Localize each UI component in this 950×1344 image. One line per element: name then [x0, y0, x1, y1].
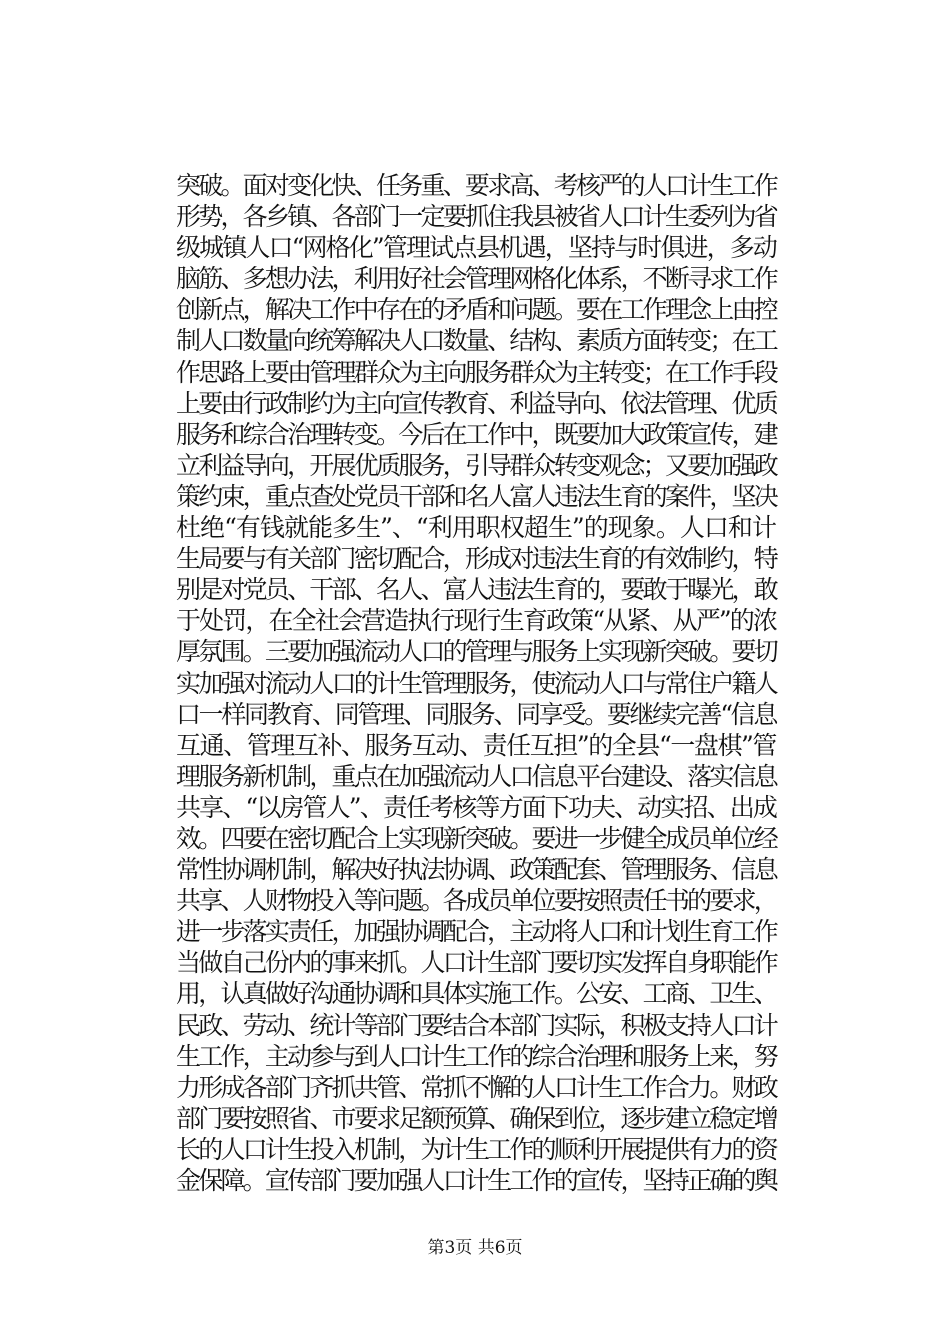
text-line: 形势，各乡镇、各部门一定要抓住我县被省人口计生委列为省 — [176, 202, 776, 232]
text-line: 级城镇人口“网格化”管理试点县机遇，坚持与时俱进，多动 — [176, 233, 776, 263]
text-line: 力形成各部门齐抓共管、常抓不懈的人口计生工作合力。财政 — [176, 1072, 776, 1102]
text-line: 长的人口计生投入机制，为计生工作的顺利开展提供有力的资 — [176, 1134, 776, 1164]
text-line: 制人口数量向统筹解决人口数量、结构、素质方面转变；在工 — [176, 326, 776, 356]
text-line: 策约束，重点查处党员干部和名人富人违法生育的案件，坚决 — [176, 481, 776, 511]
text-line: 效。四要在密切配合上实现新突破。要进一步健全成员单位经 — [176, 823, 776, 853]
text-line: 别是对党员、干部、名人、富人违法生育的，要敢于曝光，敢 — [176, 575, 776, 605]
text-line: 常性协调机制，解决好执法协调、政策配套、管理服务、信息 — [176, 855, 776, 885]
text-line: 生工作，主动参与到人口计生工作的综合治理和服务上来，努 — [176, 1041, 776, 1071]
text-line: 立利益导向，开展优质服务，引导群众转变观念；又要加强政 — [176, 450, 776, 480]
text-line: 杜绝“有钱就能多生”、“利用职权超生”的现象。人口和计 — [176, 513, 776, 543]
text-line: 部门要按照省、市要求足额预算、确保到位，逐步建立稳定增 — [176, 1103, 776, 1133]
text-line: 上要由行政制约为主向宣传教育、利益导向、依法管理、优质 — [176, 388, 776, 418]
text-line: 厚氛围。三要加强流动人口的管理与服务上实现新突破。要切 — [176, 637, 776, 667]
text-line: 共享、人财物投入等问题。各成员单位要按照责任书的要求， — [176, 886, 776, 916]
text-line: 当做自己份内的事来抓。人口计生部门要切实发挥自身职能作 — [176, 948, 776, 978]
text-line: 互通、管理互补、服务互动、责任互担”的全县“一盘棋”管 — [176, 730, 776, 760]
text-line: 服务和综合治理转变。今后在工作中，既要加大政策宣传，建 — [176, 419, 776, 449]
text-line: 口一样同教育、同管理、同服务、同享受。要继续完善“信息 — [176, 699, 776, 729]
text-line: 生局要与有关部门密切配合，形成对违法生育的有效制约，特 — [176, 544, 776, 574]
text-line: 用，认真做好沟通协调和具体实施工作。公安、工商、卫生、 — [176, 979, 776, 1009]
body-text — [176, 170, 776, 1196]
text-line: 创新点，解决工作中存在的矛盾和问题。要在工作理念上由控 — [176, 295, 776, 325]
text-line: 脑筋、多想办法，利用好社会管理网格化体系，不断寻求工作 — [176, 264, 776, 294]
text-line: 共享、“以房管人”、责任考核等方面下功夫、动实招、出成 — [176, 792, 776, 822]
text-line: 突破。面对变化快、任务重、要求高、考核严的人口计生工作 — [176, 171, 776, 200]
text-line: 实加强对流动人口的计生管理服务，使流动人口与常住户籍人 — [176, 668, 776, 698]
text-line: 民政、劳动、统计等部门要结合本部门实际，积极支持人口计 — [176, 1010, 776, 1040]
text-line: 理服务新机制，重点在加强流动人口信息平台建设、落实信息 — [176, 761, 776, 791]
text-line: 金保障。宣传部门要加强人口计生工作的宣传，坚持正确的舆 — [176, 1166, 776, 1195]
text-line: 作思路上要由管理群众为主向服务群众为主转变；在工作手段 — [176, 357, 776, 387]
page-footer: 第3页 共6页 — [427, 1238, 523, 1258]
text-line: 进一步落实责任，加强协调配合，主动将人口和计划生育工作 — [176, 917, 776, 947]
text-line: 于处罚，在全社会营造执行现行生育政策“从紧、从严”的浓 — [176, 606, 776, 636]
